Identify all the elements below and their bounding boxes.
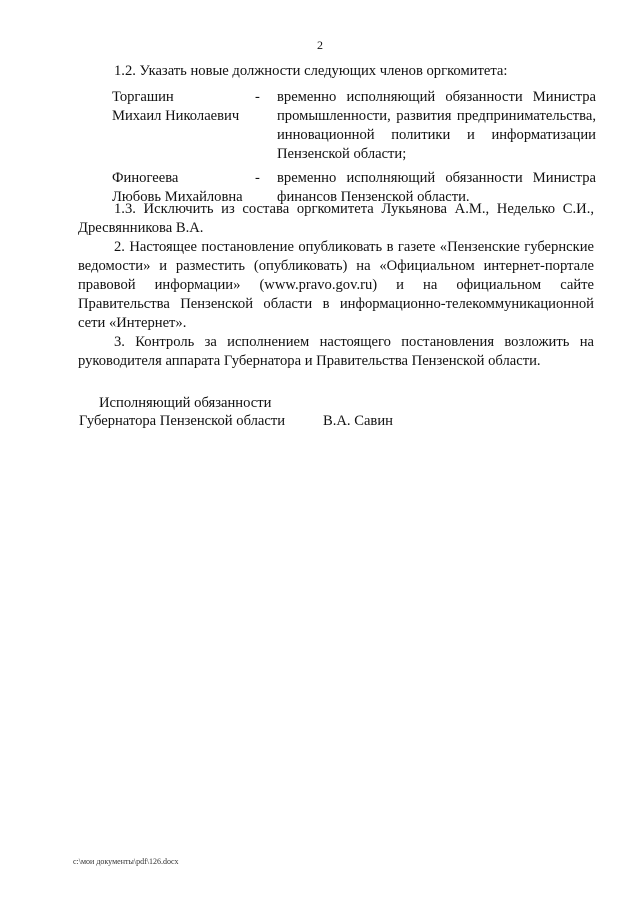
signature-name: В.А. Савин bbox=[323, 413, 393, 429]
member-surname: Финогеева bbox=[112, 170, 179, 186]
position-line: финансов Пензенской области. bbox=[277, 189, 470, 205]
signature-title-line1: Исполняющий обязанности bbox=[99, 395, 272, 411]
member-dash: - bbox=[255, 170, 260, 186]
member-surname: Торгашин bbox=[112, 89, 174, 105]
paragraph-3: 3. Контроль за исполнением настоящего постановления возложить на руководителя аппарата Губернатора и Правительства Пензенской области. bbox=[78, 334, 594, 369]
signature-title-line2: Губернатора Пензенской области bbox=[79, 413, 286, 429]
position-line: временно исполняющий обязанности Министра bbox=[277, 89, 596, 105]
body-paragraphs bbox=[78, 200, 594, 371]
member-row bbox=[112, 88, 596, 164]
page-number: 2 bbox=[317, 38, 323, 52]
paragraph-1-2: 1.2. Указать новые должности следующих членов оргкомитета: bbox=[114, 63, 508, 79]
member-dash: - bbox=[255, 89, 260, 105]
position-line: промышленности, развития предпринимательства, bbox=[277, 108, 596, 124]
footer-file-path: c:\мои документы\pdf\126.docx bbox=[73, 857, 179, 866]
position-line: временно исполняющий обязанности Министра bbox=[277, 170, 596, 186]
paragraph-2: 2. Настоящее постановление опубликовать в газете «Пензенские губернские ведомости» и разместить (опубликовать) на «Официальном интернет-портале правовой информации» (www.pravo.gov.ru) и на официальном сайте Правительства Пензенской области в информационно-телекоммуникационной сети «Интернет». bbox=[78, 239, 594, 331]
member-given-names: Любовь Михайловна bbox=[112, 189, 243, 205]
member-name bbox=[112, 88, 255, 164]
members-list bbox=[112, 88, 596, 212]
member-position bbox=[277, 88, 596, 164]
position-line: Пензенской области; bbox=[277, 146, 407, 162]
member-given-names: Михаил Николаевич bbox=[112, 108, 240, 124]
position-line: инновационной политики и информатизации bbox=[277, 127, 596, 143]
paragraph-1-3: 1.3. Исключить из состава оргкомитета Лукьянова А.М., Неделько С.И., Дресвянникова В.А. bbox=[78, 201, 594, 236]
